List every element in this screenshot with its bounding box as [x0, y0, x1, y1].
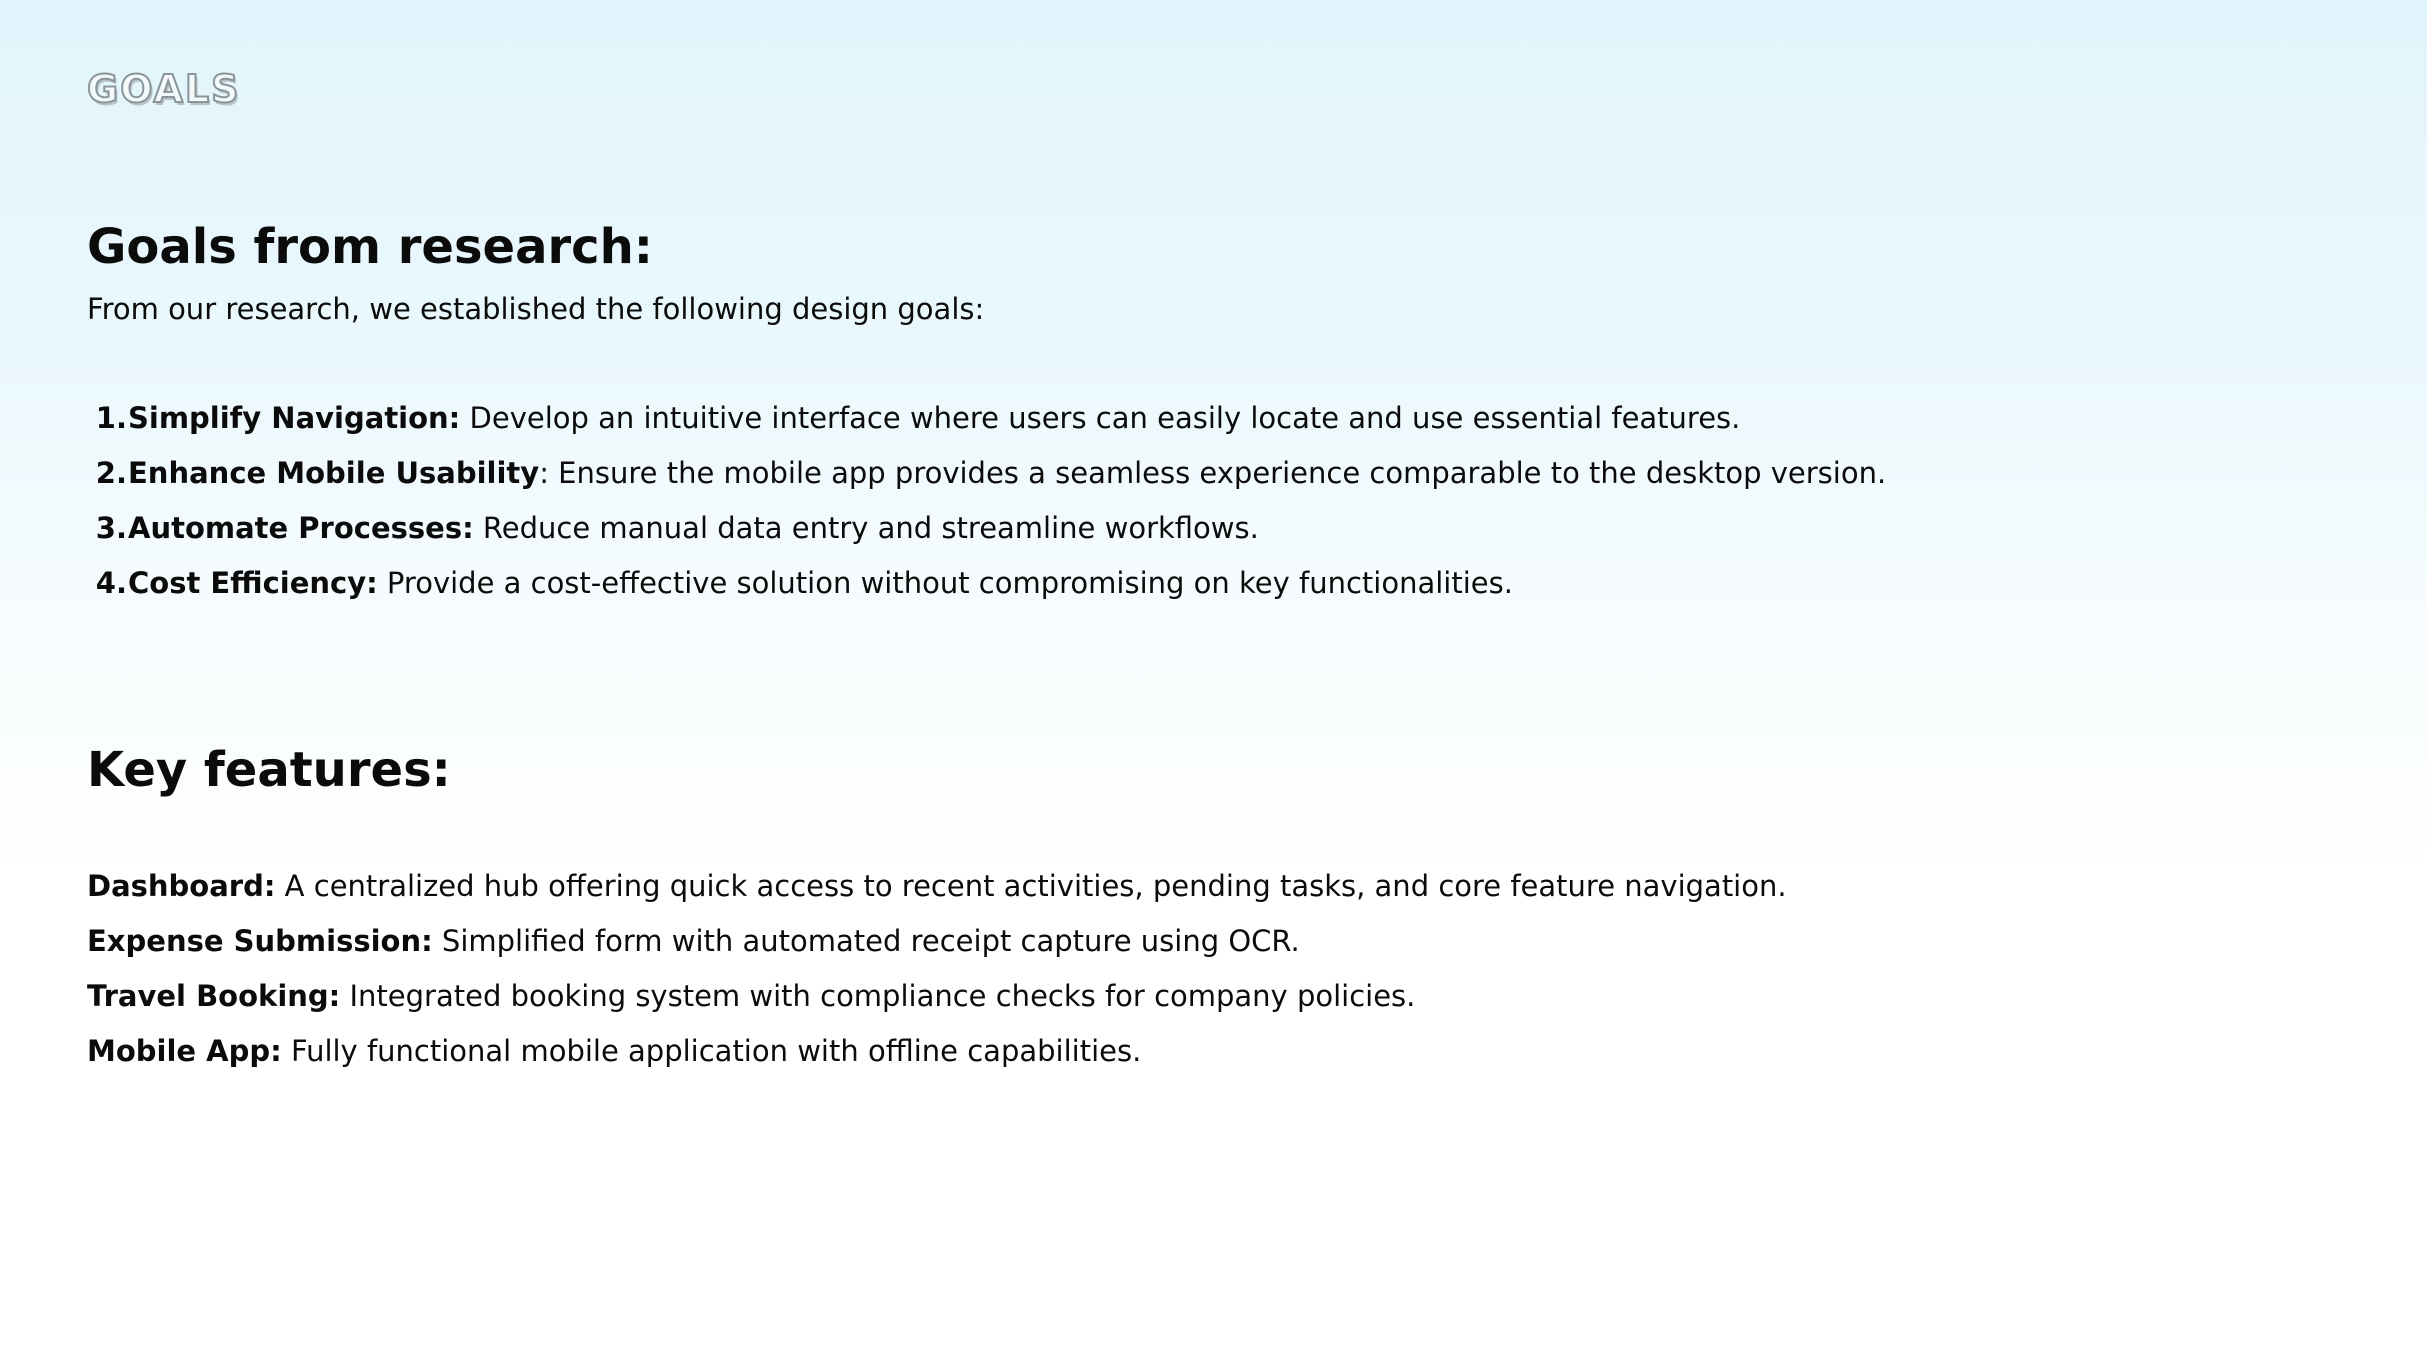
feature-text: Fully functional mobile application with offline capabilities.	[281, 1034, 1142, 1068]
feature-item	[87, 1031, 1787, 1086]
goal-text: Provide a cost-effective solution without compromising on key functionalities.	[377, 566, 1513, 600]
goal-number: 3.	[95, 511, 127, 545]
feature-item	[87, 921, 1787, 976]
goal-label: Automate Processes:	[128, 511, 474, 545]
goal-number: 2.	[95, 456, 127, 490]
goal-label: Enhance Mobile Usability	[128, 456, 540, 490]
feature-label: Expense Submission:	[87, 924, 433, 958]
goal-item	[87, 508, 1886, 563]
goals-logo: GOALS	[87, 67, 241, 111]
feature-item	[87, 866, 1787, 921]
goal-label: Cost Efficiency:	[128, 566, 378, 600]
goal-item	[87, 398, 1886, 453]
goal-number: 4.	[95, 566, 127, 600]
feature-text: Simplified form with automated receipt capture using OCR.	[432, 924, 1300, 958]
features-section-title: Key features:	[87, 742, 451, 798]
goal-body	[128, 453, 1886, 508]
feature-label: Mobile App:	[87, 1034, 282, 1068]
slide	[87, 0, 2387, 1365]
goal-body	[128, 563, 1513, 618]
feature-label: Dashboard:	[87, 869, 276, 903]
goals-section-title: Goals from research:	[87, 219, 653, 275]
goal-text: Develop an intuitive interface where users can easily locate and use essential features.	[460, 401, 1741, 435]
goal-body	[128, 398, 1740, 453]
goal-text: : Ensure the mobile app provides a seamless experience comparable to the desktop version.	[539, 456, 1887, 490]
goal-number: 1.	[95, 401, 127, 435]
feature-text: Integrated booking system with compliance checks for company policies.	[340, 979, 1416, 1013]
goal-item	[87, 453, 1886, 508]
goal-item	[87, 563, 1886, 618]
goal-body	[128, 508, 1259, 563]
feature-label: Travel Booking:	[87, 979, 341, 1013]
goal-list	[87, 398, 1886, 618]
feature-item	[87, 976, 1787, 1031]
feature-text: A centralized hub offering quick access to recent activities, pending tasks, and core feature navigation.	[275, 869, 1787, 903]
goals-intro: From our research, we established the following design goals:	[87, 292, 985, 326]
goal-text: Reduce manual data entry and streamline workflows.	[473, 511, 1259, 545]
goal-label: Simplify Navigation:	[128, 401, 461, 435]
feature-list	[87, 866, 1787, 1086]
